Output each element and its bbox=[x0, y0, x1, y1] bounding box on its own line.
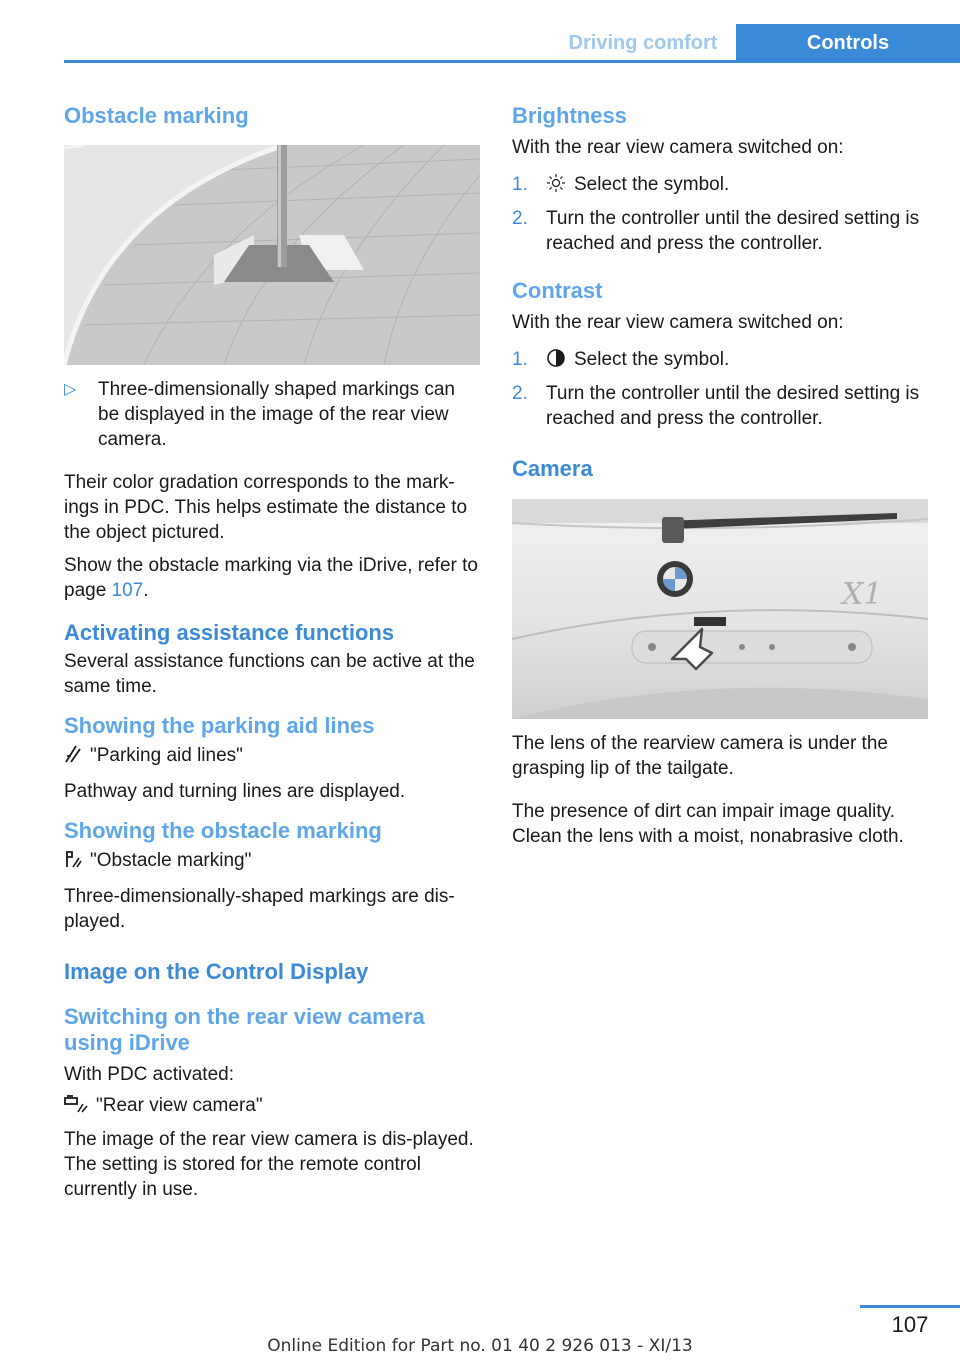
heading-obstacle-marking: Obstacle marking bbox=[64, 103, 249, 128]
step-number: 1. bbox=[512, 174, 528, 195]
obstacle-marking-figure bbox=[64, 145, 480, 365]
footer-edition: Online Edition for Part no. 01 40 2 926 013 - XI/13 bbox=[267, 1336, 693, 1356]
step-text bbox=[546, 347, 729, 375]
menu-obstacle-marking bbox=[64, 848, 480, 876]
paragraph-lens: The lens of the rearview camera is under the grasping lip of the tailgate. bbox=[512, 733, 888, 779]
step-text-label: Select the symbol. bbox=[574, 174, 730, 195]
paragraph-three-dimensional: Three-dimensionally-shaped markings are dis‐played. bbox=[64, 886, 455, 932]
heading-brightness: Brightness bbox=[512, 103, 627, 128]
step-text bbox=[546, 172, 729, 200]
heading-parking-aid-lines: Showing the parking aid lines bbox=[64, 713, 375, 738]
rear-camera-icon bbox=[64, 1094, 88, 1121]
contrast-icon bbox=[546, 348, 566, 375]
svg-text:X1: X1 bbox=[842, 577, 883, 612]
menu-parking-aid-lines-label: "Parking aid lines" bbox=[90, 745, 243, 766]
heading-image-control-display: Image on the Control Display bbox=[64, 959, 369, 984]
left-column bbox=[64, 100, 480, 1202]
header-chapter-tab: Controls bbox=[736, 24, 960, 62]
right-column bbox=[512, 100, 928, 849]
parking-lines-icon bbox=[64, 744, 82, 771]
heading-contrast: Contrast bbox=[512, 278, 603, 303]
menu-parking-aid-lines bbox=[64, 743, 480, 771]
triangle-bullet-icon: ▷ bbox=[64, 381, 77, 398]
step-text-label: Select the symbol. bbox=[574, 349, 730, 370]
paragraph-brightness-with: With the rear view camera switched on: bbox=[512, 137, 844, 158]
header-rule bbox=[64, 60, 960, 63]
paragraph-color-gradation: Their color gradation corresponds to the mark‐ings in PDC. This helps estimate the distance to the object pictured. bbox=[64, 472, 468, 543]
bullet-item bbox=[64, 377, 480, 452]
heading-camera: Camera bbox=[512, 456, 593, 481]
heading-showing-obstacle-marking: Showing the obstacle marking bbox=[64, 818, 382, 843]
contrast-step bbox=[512, 381, 928, 431]
menu-rear-view-camera bbox=[64, 1093, 480, 1121]
menu-obstacle-marking-label: "Obstacle marking" bbox=[90, 850, 252, 871]
page-number-rule bbox=[860, 1305, 960, 1308]
obstacle-marking-icon bbox=[64, 849, 82, 876]
menu-rear-view-camera-label: "Rear view camera" bbox=[96, 1095, 263, 1116]
brightness-step bbox=[512, 206, 928, 256]
brightness-step bbox=[512, 172, 928, 200]
paragraph-show-obstacle bbox=[64, 553, 480, 603]
contrast-step bbox=[512, 347, 928, 375]
paragraph-dirt: The presence of dirt can impair image quality. Clean the lens with a moist, nonabrasive cloth. bbox=[512, 801, 904, 847]
bullet-text: Three-dimensionally shaped markings can be displayed in the image of the rear view camera. bbox=[98, 379, 455, 450]
heading-switching-rear-camera: Switching on the rear view camera using iDrive bbox=[64, 1004, 425, 1055]
step-text: Turn the controller until the desired setting is reached and press the controller. bbox=[546, 383, 920, 429]
camera-figure bbox=[512, 499, 928, 719]
step-text: Turn the controller until the desired setting is reached and press the controller. bbox=[546, 208, 920, 254]
step-number: 1. bbox=[512, 349, 528, 370]
tailgate-camera-image bbox=[512, 499, 928, 719]
show-obstacle-suffix: . bbox=[143, 580, 149, 601]
show-obstacle-text: Show the obstacle marking via the iDrive, refer to page bbox=[64, 555, 478, 601]
paragraph-image-displayed: The image of the rear view camera is dis‐played. The setting is stored for the remote control currently in use. bbox=[64, 1129, 474, 1200]
header-section-tab: Driving comfort bbox=[568, 31, 718, 54]
page-reference-link[interactable]: 107 bbox=[111, 580, 144, 601]
page-number: 107 bbox=[891, 1312, 929, 1337]
paragraph-with-pdc: With PDC activated: bbox=[64, 1064, 234, 1085]
paragraph-contrast-with: With the rear view camera switched on: bbox=[512, 312, 844, 333]
heading-activating-assistance: Activating assistance functions bbox=[64, 620, 395, 645]
paragraph-pathway: Pathway and turning lines are displayed. bbox=[64, 781, 406, 802]
step-number: 2. bbox=[512, 208, 528, 229]
obstacle-marking-image bbox=[64, 145, 480, 365]
brightness-icon bbox=[546, 173, 566, 200]
step-number: 2. bbox=[512, 383, 528, 404]
paragraph-several-functions: Several assistance functions can be active at the same time. bbox=[64, 651, 475, 697]
